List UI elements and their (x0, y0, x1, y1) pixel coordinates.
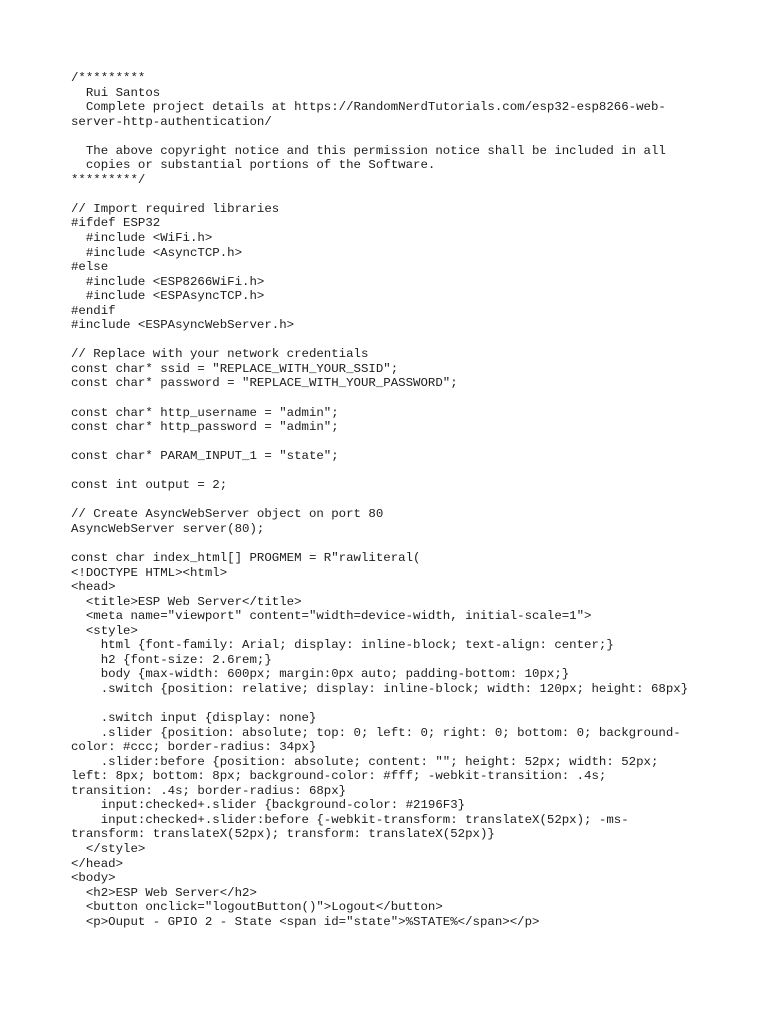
code-line: <style> (71, 623, 138, 638)
code-line: <body> (71, 871, 116, 886)
code-line: .slider:before {position: absolute; content: ""; height: 52px; width: 52px; (71, 754, 659, 769)
code-line: const char* http_password = "admin"; (71, 420, 339, 435)
code-line: color: #ccc; border-radius: 34px} (71, 740, 317, 755)
code-line: <!DOCTYPE HTML><html> (71, 565, 228, 580)
code-line: body {max-width: 600px; margin:0px auto; padding-bottom: 10px;} (71, 667, 570, 682)
blank-line (71, 537, 711, 552)
code-line: </head> (71, 856, 124, 871)
blank-line (71, 493, 711, 508)
code-line: transition: .4s; border-radius: 68px} (71, 783, 347, 798)
code-line: const char* http_username = "admin"; (71, 405, 339, 420)
blank-line (71, 697, 711, 712)
blank-line (71, 187, 711, 202)
blank-line (71, 129, 711, 144)
code-line: // Create AsyncWebServer object on port 80 (71, 507, 384, 522)
code-line: h2 {font-size: 2.6rem;} (71, 652, 272, 667)
code-line: copies or substantial portions of the Software. (71, 158, 436, 173)
code-line: #include <WiFi.h> (71, 231, 213, 246)
code-line: .switch {position: relative; display: inline-block; width: 120px; height: 68px} (71, 681, 689, 696)
blank-line (71, 391, 711, 406)
code-line: Complete project details at https://RandomNerdTutorials.com/esp32-esp8266-web- (71, 100, 666, 115)
code-line: </style> (71, 841, 146, 856)
code-line: <h2>ESP Web Server</h2> (71, 885, 257, 900)
code-line: #include <AsyncTCP.h> (71, 245, 243, 260)
code-line: html {font-family: Arial; display: inline-block; text-align: center;} (71, 638, 614, 653)
code-line: #else (71, 260, 109, 275)
blank-line (71, 464, 711, 479)
code-line: input:checked+.slider:before {-webkit-transform: translateX(52px); -ms- (71, 812, 629, 827)
code-line: Rui Santos (71, 85, 161, 100)
code-line: #ifdef ESP32 (71, 216, 161, 231)
code-line: left: 8px; bottom: 8px; background-color: #fff; -webkit-transition: .4s; (71, 769, 607, 784)
code-line: .slider {position: absolute; top: 0; left: 0; right: 0; bottom: 0; background- (71, 725, 681, 740)
code-line: #include <ESPAsyncWebServer.h> (71, 318, 295, 333)
code-line: const char* password = "REPLACE_WITH_YOUR_PASSWORD"; (71, 376, 458, 391)
code-line: input:checked+.slider {background-color: #2196F3} (71, 798, 466, 813)
code-line: <p>Ouput - GPIO 2 - State <span id="state">%STATE%</span></p> (71, 914, 540, 929)
code-line: <meta name="viewport" content="width=device-width, initial-scale=1"> (71, 609, 592, 624)
code-line: // Replace with your network credentials (71, 347, 369, 362)
code-line: server-http-authentication/ (71, 114, 272, 129)
code-line: *********/ (71, 172, 146, 187)
blank-line (71, 435, 711, 450)
code-line: const char* ssid = "REPLACE_WITH_YOUR_SSID"; (71, 361, 399, 376)
source-code-listing (71, 71, 711, 929)
code-line: <head> (71, 580, 116, 595)
code-line: AsyncWebServer server(80); (71, 521, 265, 536)
code-line: <button onclick="logoutButton()">Logout</button> (71, 900, 443, 915)
code-line: #include <ESPAsyncTCP.h> (71, 289, 265, 304)
code-line: // Import required libraries (71, 201, 280, 216)
code-line: .switch input {display: none} (71, 711, 317, 726)
code-line: <title>ESP Web Server</title> (71, 594, 302, 609)
code-line: transform: translateX(52px); transform: translateX(52px)} (71, 827, 495, 842)
code-line: const int output = 2; (71, 478, 228, 493)
code-line: The above copyright notice and this permission notice shall be included in all (71, 143, 666, 158)
code-line: const char index_html[] PROGMEM = R"rawliteral( (71, 551, 421, 566)
code-line: /********* (71, 71, 146, 85)
blank-line (71, 333, 711, 348)
code-line: #include <ESP8266WiFi.h> (71, 274, 265, 289)
code-line: const char* PARAM_INPUT_1 = "state"; (71, 449, 339, 464)
code-line: #endif (71, 303, 116, 318)
